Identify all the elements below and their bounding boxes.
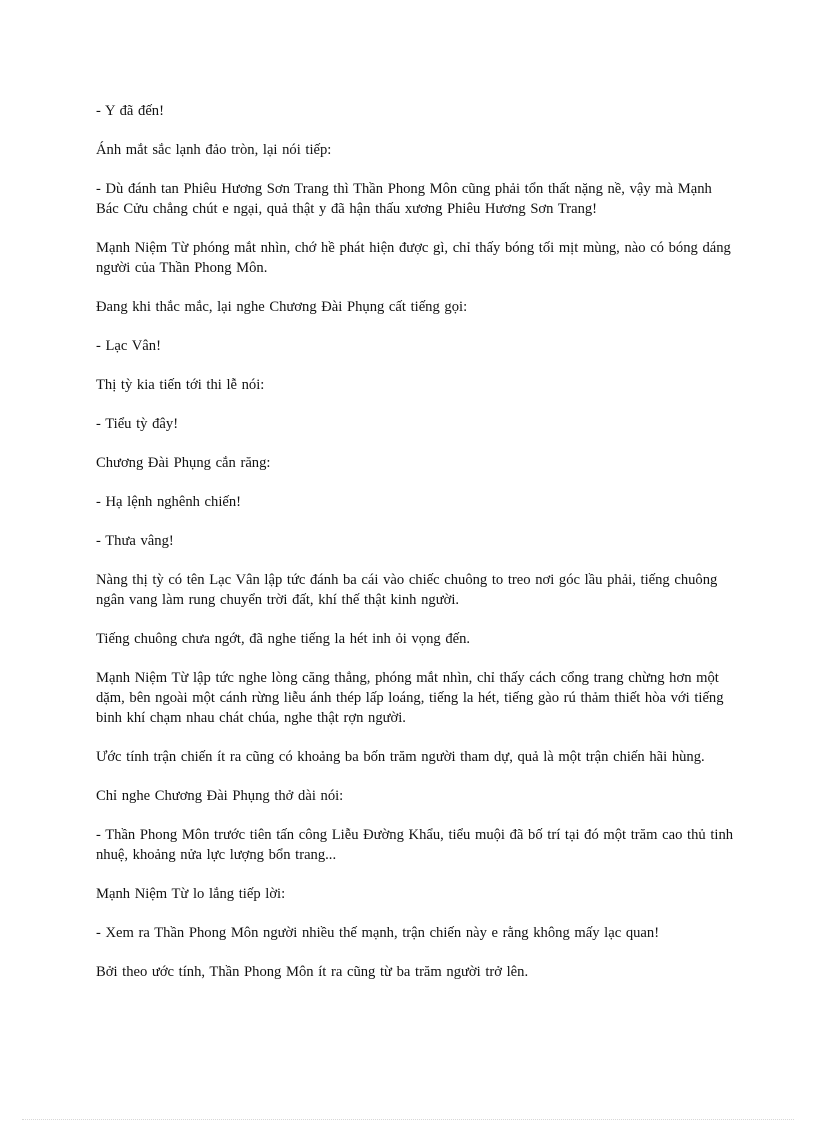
paragraph: - Y đã đến! xyxy=(96,103,164,119)
paragraph: Ánh mắt sắc lạnh đảo tròn, lại nói tiếp: xyxy=(96,142,332,158)
paragraph: Mạnh Niệm Từ phóng mắt nhìn, chớ hề phát hiện được gì, chỉ thấy bóng tối mịt mùng, nào có bóng dáng người của Thần Phong Môn. xyxy=(96,240,731,276)
paragraph: - Hạ lệnh nghênh chiến! xyxy=(96,494,242,510)
paragraph: Bởi theo ước tính, Thần Phong Môn ít ra cũng từ ba trăm người trở lên. xyxy=(96,964,529,980)
paragraph: - Thần Phong Môn trước tiên tấn công Liễu Đường Khẩu, tiểu muội đã bố trí tại đó một trăm cao thủ tinh nhuệ, khoảng nửa lực lượng bổn trang... xyxy=(96,827,734,863)
paragraph: - Thưa vâng! xyxy=(96,533,174,549)
page-bottom-divider xyxy=(22,1119,794,1120)
paragraph: - Dù đánh tan Phiêu Hương Sơn Trang thì Thần Phong Môn cũng phải tổn thất nặng nề, vậy mà Mạnh Bác Cửu chẳng chút e ngại, quả thật y đã hận thấu xương Phiêu Hương Sơn Trang! xyxy=(96,181,712,217)
paragraph: - Tiểu tỳ đây! xyxy=(96,416,179,432)
paragraph: Mạnh Niệm Từ lo lắng tiếp lời: xyxy=(96,886,286,902)
paragraph: - Xem ra Thần Phong Môn người nhiều thế mạnh, trận chiến này e rằng không mấy lạc quan! xyxy=(96,925,660,941)
paragraph: Nàng thị tỳ có tên Lạc Vân lập tức đánh ba cái vào chiếc chuông to treo nơi góc lầu phải, tiếng chuông ngân vang làm rung chuyển trời đất, khí thế thật kinh người. xyxy=(96,572,718,608)
paragraph: Ước tính trận chiến ít ra cũng có khoảng ba bốn trăm người tham dự, quả là một trận chiến hãi hùng. xyxy=(96,749,705,765)
paragraph: Chỉ nghe Chương Đài Phụng thở dài nói: xyxy=(96,788,344,804)
paragraph: Tiếng chuông chưa ngớt, đã nghe tiếng la hét inh ỏi vọng đến. xyxy=(96,631,471,647)
paragraph: Mạnh Niệm Từ lập tức nghe lòng căng thẳng, phóng mắt nhìn, chỉ thấy cách cổng trang chừng hơn một dặm, bên ngoài một cánh rừng liễu ánh thép lấp loáng, tiếng la hét, tiếng gào rú thảm thiết hòa với tiếng binh khí chạm nhau chát chúa, nghe thật rợn người. xyxy=(96,670,724,726)
paragraph: Thị tỳ kia tiến tới thi lễ nói: xyxy=(96,377,265,393)
paragraph: Đang khi thắc mắc, lại nghe Chương Đài Phụng cất tiếng gọi: xyxy=(96,299,468,315)
document-body xyxy=(96,101,736,1001)
paragraph: - Lạc Vân! xyxy=(96,338,161,354)
paragraph: Chương Đài Phụng cắn răng: xyxy=(96,455,271,471)
